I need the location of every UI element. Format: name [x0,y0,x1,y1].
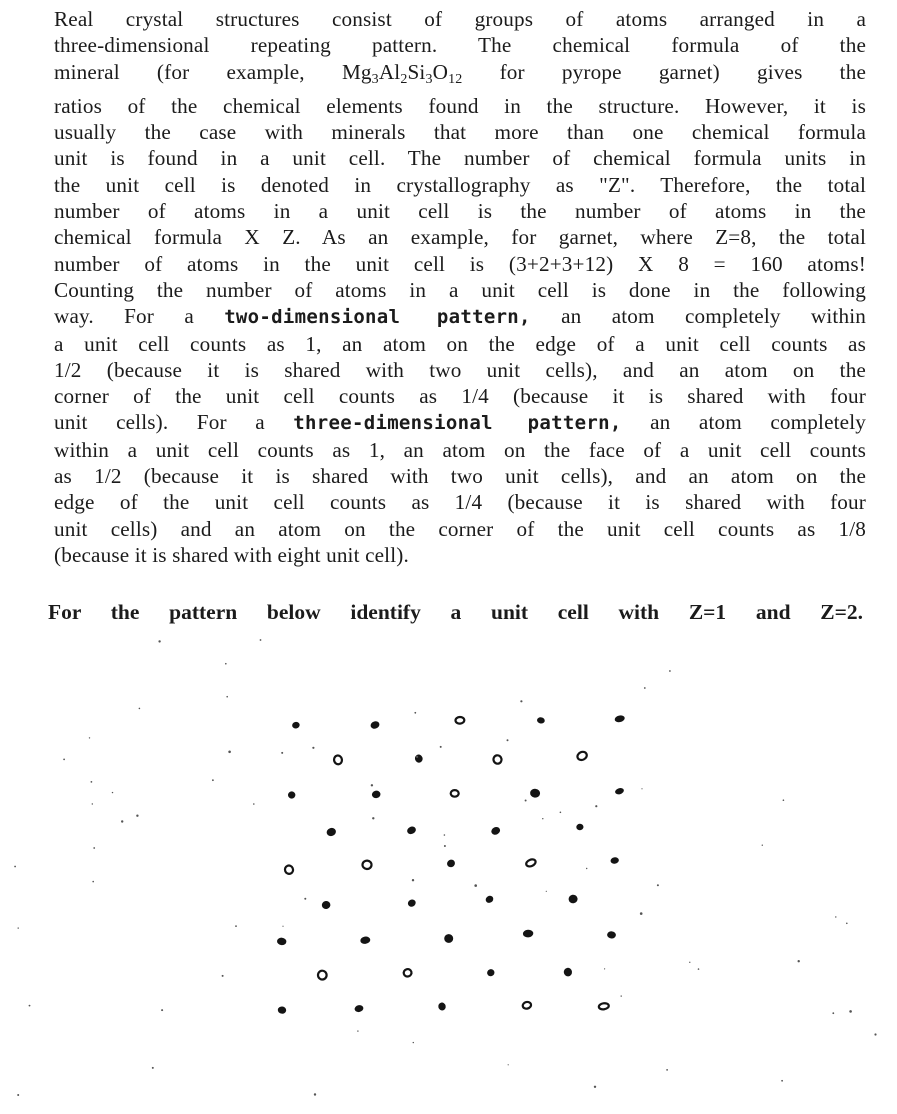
lattice-atom [522,1001,532,1009]
scan-speck [226,696,228,698]
scan-speck [139,708,141,710]
lattice-atom [614,787,624,795]
scan-speck [93,847,95,849]
text-fragment: way. For a [54,304,194,329]
scan-speck [846,923,848,925]
lattice-atom [523,929,534,937]
lattice-atom [371,790,381,799]
atom-group [14,639,876,1096]
subscript: 12 [448,71,463,87]
text-fragment: mineral (for example, [54,59,305,84]
scan-speck [357,1030,358,1031]
scan-speck [783,799,785,801]
text-line: within a unit cell counts as 1, an atom on the face of a unit cell counts [54,437,866,462]
text-line: the unit cell is denoted in crystallography as "Z". Therefore, the total [54,172,866,197]
lattice-atom [576,824,583,831]
scan-speck [640,912,643,915]
text-line: unit cells) and an atom on the corner of the unit cell counts as 1/8 [54,516,866,541]
scan-speck [657,884,659,886]
scan-speck [669,670,671,672]
lattice-atom [333,755,342,765]
scan-speck [212,779,214,781]
scan-speck [698,968,700,970]
lattice-atom [277,937,287,945]
scan-speck [641,788,642,789]
lattice-atom [563,967,572,976]
scan-speck [228,751,231,754]
lattice-atom [493,755,502,765]
scan-speck [644,687,646,689]
lattice-atom [291,721,300,729]
lattice-atom [455,717,464,724]
scan-speck [161,1009,163,1011]
lattice-atom [288,791,296,799]
lattice-atom [326,827,337,838]
text-line: Counting the number of atoms in a unit cell is done in the following [54,277,866,302]
lattice-atom [318,970,327,979]
exercise-question: For the pattern below identify a unit cell with Z=1 and Z=2. [48,600,863,624]
scan-speck [304,898,306,900]
scan-speck [235,925,237,927]
scan-speck [474,884,477,887]
text-fragment: an atom completely within [561,304,866,329]
scan-speck [91,781,93,783]
lattice-atom [530,788,541,798]
scan-speck [798,960,800,962]
scan-speck [762,845,763,846]
scan-speck [507,739,509,741]
scan-speck [413,1042,414,1043]
lattice-atom [444,934,454,944]
text-line: edge of the unit cell counts as 1/4 (because it is shared with four [54,490,866,515]
subscript: 3 [371,71,379,87]
text-fragment: unit cells). For a [54,410,265,435]
lattice-atom [598,1003,609,1010]
scan-speck [440,746,442,748]
scan-speck [546,891,547,892]
lattice-atom [614,714,625,723]
lattice-atom [537,717,546,724]
lattice-atom [568,894,578,904]
text-line: number of atoms in a unit cell is the number of atoms in the [54,199,866,224]
text-line: ratios of the chemical elements found in the structure. However, it is [54,93,866,118]
subscript: 3 [425,71,433,87]
scan-speck [282,926,283,927]
text-line: number of atoms in the unit cell is (3+2+3+12) X 8 = 160 atoms! [54,251,866,276]
scan-speck [92,803,93,804]
scan-speck [542,818,543,819]
element-symbol: Al [378,59,401,84]
scan-speck [112,792,113,793]
lattice-atom [446,858,456,868]
lattice-atom [407,898,417,908]
scan-speck [595,805,597,807]
lattice-atom [607,931,616,939]
scan-speck [416,756,418,758]
scan-speck [586,868,587,869]
scan-speck [621,995,622,996]
text-line: a unit cell counts as 1, an atom on the edge of a unit cell counts as [54,331,866,356]
scan-speck [414,712,416,714]
lattice-atom [486,968,496,977]
subscript: 2 [400,71,408,87]
text-fragment: an atom completely [650,410,866,435]
scan-speck [121,820,123,822]
lattice-atom [451,790,459,797]
emphasis-two-dimensional: two-dimensional pattern, [224,306,531,329]
scan-speck [666,1069,668,1071]
scan-speck [260,639,262,641]
scan-speck [874,1033,876,1035]
text-line: Real crystal structures consist of groups of atoms arranged in a [54,7,866,31]
lattice-atom [284,864,295,875]
lattice-atom [362,860,372,869]
scan-speck [560,812,562,814]
lattice-atom [360,936,371,945]
lattice-atom [403,968,413,977]
lattice-atom [277,1006,286,1014]
scan-speck [444,845,446,847]
text-line: as 1/2 (because it is shared with two unit cells), and an atom on the [54,464,866,489]
scan-speck [314,1093,316,1095]
scan-speck [508,1064,509,1065]
scan-speck [520,700,522,702]
scan-speck [604,968,605,969]
lattice-atom [484,894,494,904]
element-symbol: Mg [341,59,372,84]
scan-speck [29,1005,31,1007]
scan-speck [444,834,446,836]
lattice-atom [321,900,331,910]
text-line: (because it is shared with eight unit cell). [54,542,409,567]
scan-speck [89,737,90,738]
scan-speck [835,916,836,917]
element-symbol: Si [407,59,426,84]
scan-speck [152,1067,154,1069]
scan-speck [14,866,16,868]
scan-speck [371,784,373,786]
lattice-atom [370,720,381,730]
scan-speck [689,962,690,963]
lattice-atom [610,857,619,865]
lattice-atom [406,825,417,835]
lattice-atom [525,858,537,868]
lattice-atom [576,750,588,761]
scan-speck [92,881,94,883]
text-line: usually the case with minerals that more than one chemical formula [54,120,866,145]
element-symbol: O [432,59,449,84]
scan-speck [18,927,19,928]
text-line: chemical formula X Z. As an example, for garnet, where Z=8, the total [54,225,866,250]
scan-speck [372,817,374,819]
scan-speck [312,747,314,749]
text-fragment: for pyrope garnet) gives the [499,59,867,84]
scan-speck [136,815,138,817]
scan-speck [253,803,255,805]
scan-speck [222,975,224,977]
scan-speck [63,759,65,761]
lattice-atom [414,754,424,764]
lattice-atom [354,1004,364,1013]
text-line: corner of the unit cell counts as 1/4 (because it is shared with four [54,384,866,409]
scan-speck [594,1086,596,1088]
scan-speck [781,1080,783,1082]
scan-speck [225,663,227,665]
scan-speck [158,640,160,642]
scan-speck [17,1094,19,1096]
scan-speck [849,1010,852,1013]
text-line: 1/2 (because it is shared with two unit cells), and an atom on the [54,357,866,382]
emphasis-three-dimensional: three-dimensional pattern, [293,412,622,435]
lattice-atom [490,826,501,837]
text-line: unit is found in a unit cell. The number of chemical formula units in [54,146,866,171]
scan-speck [412,879,414,881]
text-line: three-dimensional repeating pattern. The chemical formula of the [54,33,866,58]
scan-speck [832,1012,834,1014]
scan-speck [281,752,283,754]
scan-speck [525,800,527,802]
lattice-atom [438,1002,447,1011]
